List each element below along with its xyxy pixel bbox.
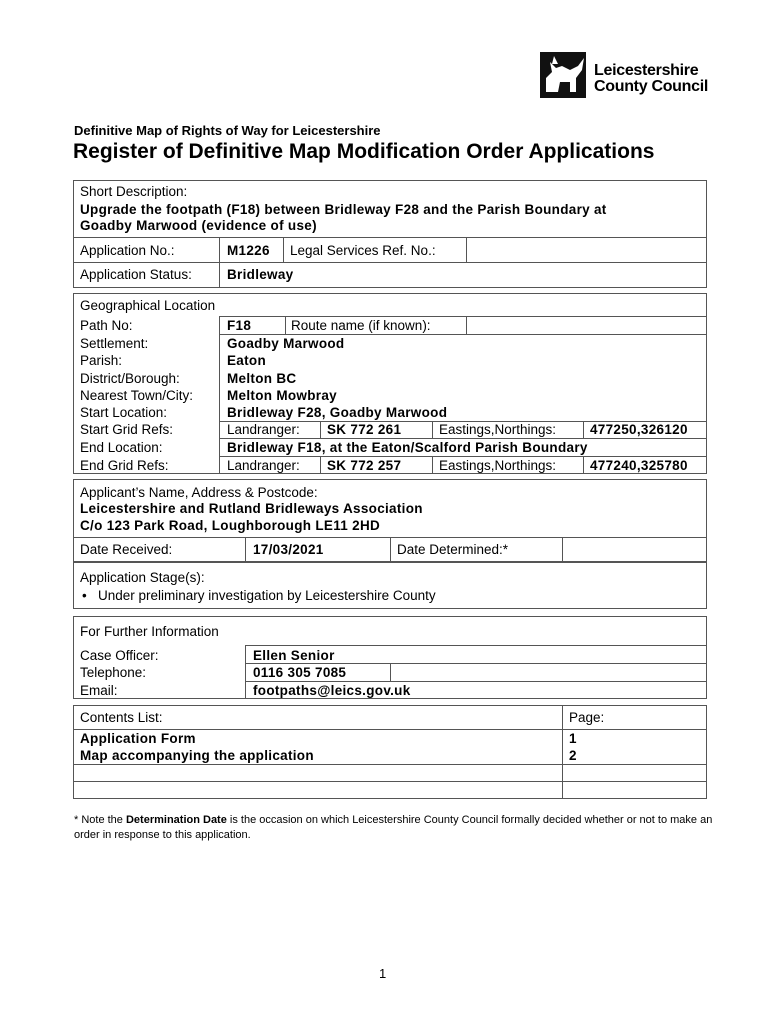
applicant-address: C/o 123 Park Road, Loughborough LE11 2HD [80,518,381,533]
case-officer: Ellen Senior [253,648,335,663]
contents-item-page: 2 [569,748,577,763]
start-grid-refs-label: Start Grid Refs: [80,422,174,437]
path-number: F18 [227,318,252,333]
email-label: Email: [80,683,118,698]
end-eastings-label: Eastings,Northings: [439,458,557,473]
application-stage-label: Application Stage(s): [80,570,205,585]
settlement: Goadby Marwood [227,336,345,351]
contents-item-page: 1 [569,731,577,746]
column-divider [320,421,321,438]
start-location-label: Start Location: [80,405,168,420]
contents-item-name: Application Form [80,731,196,746]
column-divider [466,237,467,262]
date-received: 17/03/2021 [253,542,324,557]
application-number: M1226 [227,243,270,258]
column-divider [432,456,433,474]
path-number-label: Path No: [80,318,133,333]
page-number: 1 [379,966,387,981]
nearest-town-label: Nearest Town/City: [80,388,194,403]
contents-list-label: Contents List: [80,710,163,725]
legal-services-ref-label: Legal Services Ref. No.: [290,243,436,258]
row-divider [73,764,707,765]
document-subtitle: Definitive Map of Rights of Way for Leicestershire [74,123,381,138]
short-description-line-1: Upgrade the footpath (F18) between Bridleway F28 and the Parish Boundary at [80,202,607,217]
column-divider [219,316,220,474]
route-name-label: Route name (if known): [291,318,431,333]
column-divider [283,237,284,262]
telephone-label: Telephone: [80,665,147,680]
date-received-label: Date Received: [80,542,173,557]
start-location: Bridleway F28, Goadby Marwood [227,405,448,420]
document-title: Register of Definitive Map Modification Order Applications [73,140,655,163]
short-description-label: Short Description: [80,184,188,199]
parish: Eaton [227,353,267,368]
column-divider [245,537,246,562]
column-divider [583,456,584,474]
start-landranger-label: Landranger: [227,422,300,437]
bullet-icon: • [82,588,87,603]
column-divider [320,456,321,474]
column-divider [562,537,563,562]
end-landranger-label: Landranger: [227,458,300,473]
row-divider [245,645,707,646]
row-divider [73,262,707,263]
telephone: 0116 305 7085 [253,665,347,680]
start-eastings-label: Eastings,Northings: [439,422,557,437]
column-divider [285,316,286,334]
column-divider [583,421,584,438]
column-divider [432,421,433,438]
column-divider [562,705,563,799]
county-council-logo [540,52,710,98]
fox-emblem-icon [540,52,592,98]
column-divider [245,645,246,699]
case-officer-label: Case Officer: [80,648,159,663]
nearest-town: Melton Mowbray [227,388,337,403]
column-divider [219,237,220,288]
column-divider [390,663,391,681]
application-status-label: Application Status: [80,267,192,282]
end-landranger: SK 772 257 [327,458,402,473]
row-divider [73,781,707,782]
row-divider [73,237,707,238]
start-eastings-northings: 477250,326120 [590,422,688,437]
end-location-label: End Location: [80,440,163,455]
application-status: Bridleway [227,267,294,282]
column-divider [466,316,467,334]
contents-item-name: Map accompanying the application [80,748,314,763]
end-grid-refs-label: End Grid Refs: [80,458,169,473]
logo-text: Leicestershire County Council [594,62,709,95]
applicant-name: Leicestershire and Rutland Bridleways Association [80,501,423,516]
email[interactable]: footpaths@leics.gov.uk [253,683,411,698]
date-determined-label: Date Determined:* [397,542,509,557]
applicant-label: Applicant’s Name, Address & Postcode: [80,485,318,500]
start-landranger: SK 772 261 [327,422,402,437]
end-location: Bridleway F18, at the Eaton/Scalford Parish Boundary [227,440,588,455]
further-information-heading: For Further Information [80,624,219,639]
end-eastings-northings: 477240,325780 [590,458,688,473]
district: Melton BC [227,371,297,386]
application-stage-item: Under preliminary investigation by Leicestershire County [98,588,436,603]
application-number-label: Application No.: [80,243,175,258]
page-column-label: Page: [569,710,605,725]
determination-date-note: * Note the Determination Date is the occasion on which Leicestershire County Council formally decided whether or not to make an order in response to this application. [74,814,713,841]
geographical-location-heading: Geographical Location [80,298,216,313]
settlement-label: Settlement: [80,336,149,351]
district-label: District/Borough: [80,371,180,386]
column-divider [390,537,391,562]
short-description-line-2: Goadby Marwood (evidence of use) [80,218,317,233]
parish-label: Parish: [80,353,123,368]
